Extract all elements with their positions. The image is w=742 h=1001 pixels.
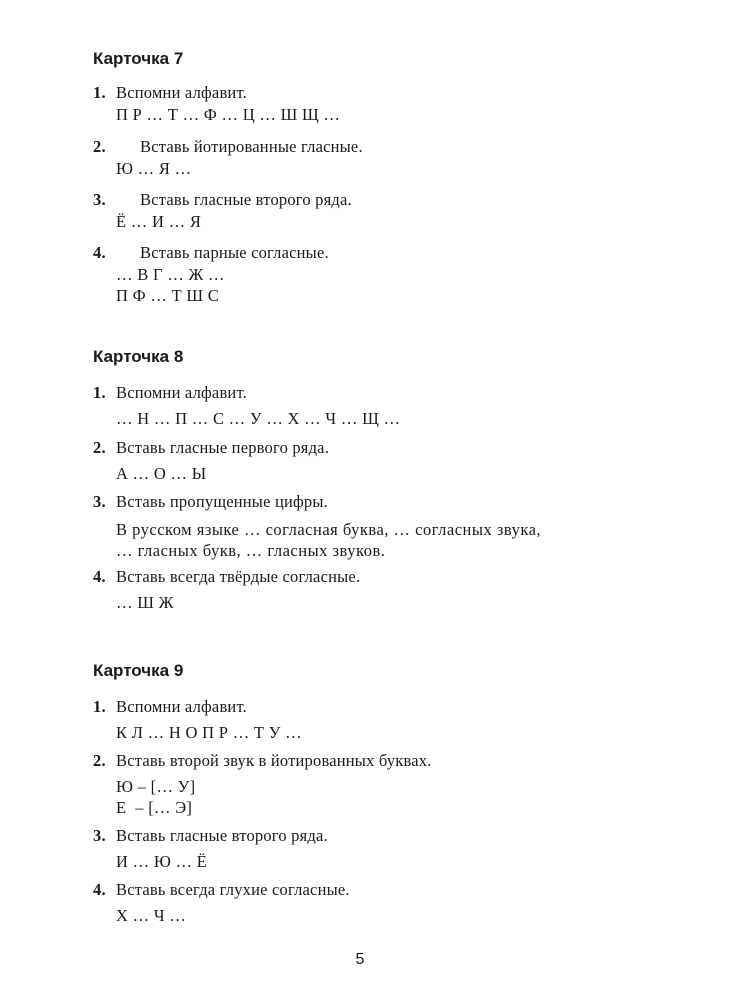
task-1 <box>93 382 693 429</box>
task-number: 4. <box>93 567 106 586</box>
card-title: Карточка 8 <box>93 347 184 366</box>
task-answer-line: П Ф … Т Ш С <box>116 286 220 305</box>
task-number: 2. <box>93 438 106 457</box>
task-number: 3. <box>93 826 106 845</box>
task-3 <box>93 491 693 561</box>
task-instruction: Вспомни алфавит. <box>116 697 247 716</box>
task-3 <box>93 189 693 232</box>
task-number: 3. <box>93 492 106 511</box>
task-number: 2. <box>93 751 106 770</box>
task-number: 1. <box>93 383 106 402</box>
task-1 <box>93 696 693 743</box>
task-4 <box>93 566 693 613</box>
task-instruction: Вставь гласные второго ряда. <box>116 826 328 845</box>
task-instruction: Вставь второй звук в йотированных буквах. <box>116 751 432 770</box>
task-instruction: Вставь йотированные гласные. <box>140 137 363 156</box>
task-4 <box>93 242 693 306</box>
page-number: 5 <box>355 951 365 968</box>
task-answer-line: Ю … Я … <box>116 159 192 178</box>
task-answer-line: Е – [… Э] <box>116 798 193 817</box>
task-answer-line: … В Г … Ж … <box>116 265 225 284</box>
card-7 <box>93 48 693 305</box>
card-9 <box>93 660 693 925</box>
task-2 <box>93 437 693 484</box>
task-number: 1. <box>93 697 106 716</box>
task-number: 3. <box>93 190 106 209</box>
task-answer-line: К Л … Н О П Р … Т У … <box>116 723 302 742</box>
task-1 <box>93 82 693 125</box>
card-title: Карточка 9 <box>93 661 184 680</box>
task-answer-line: Х … Ч … <box>116 906 187 925</box>
task-2 <box>93 136 693 179</box>
task-2 <box>93 750 693 818</box>
task-instruction: Вставь гласные второго ряда. <box>140 190 352 209</box>
task-instruction: Вспомни алфавит. <box>116 83 247 102</box>
task-number: 1. <box>93 83 106 102</box>
task-instruction: Вспомни алфавит. <box>116 383 247 402</box>
task-answer-line: … Н … П … С … У … Х … Ч … Щ … <box>116 409 401 428</box>
task-number: 4. <box>93 243 106 262</box>
task-instruction: Вставь всегда глухие согласные. <box>116 880 350 899</box>
task-answer-line: Ё … И … Я <box>116 212 202 231</box>
task-answer-line: А … О … Ы <box>116 464 207 483</box>
card-title: Карточка 7 <box>93 49 184 68</box>
task-instruction: Вставь парные согласные. <box>140 243 329 262</box>
task-number: 4. <box>93 880 106 899</box>
card-8 <box>93 346 693 612</box>
task-answer-line: … гласных букв, … гласных звуков. <box>116 541 386 560</box>
task-answer-line: В русском языке … согласная буква, … согласных звука, <box>116 520 542 539</box>
task-answer-line: И … Ю … Ё <box>116 852 208 871</box>
task-number: 2. <box>93 137 106 156</box>
task-answer-line: П Р … Т … Ф … Ц … Ш Щ … <box>116 105 341 124</box>
task-instruction: Вставь пропущенные цифры. <box>116 492 328 511</box>
task-instruction: Вставь гласные первого ряда. <box>116 438 330 457</box>
task-4 <box>93 879 693 926</box>
task-answer-line: … Ш Ж <box>116 593 174 612</box>
task-instruction: Вставь всегда твёрдые согласные. <box>116 567 361 586</box>
task-answer-line: Ю – [… У] <box>116 777 196 796</box>
task-3 <box>93 825 693 872</box>
